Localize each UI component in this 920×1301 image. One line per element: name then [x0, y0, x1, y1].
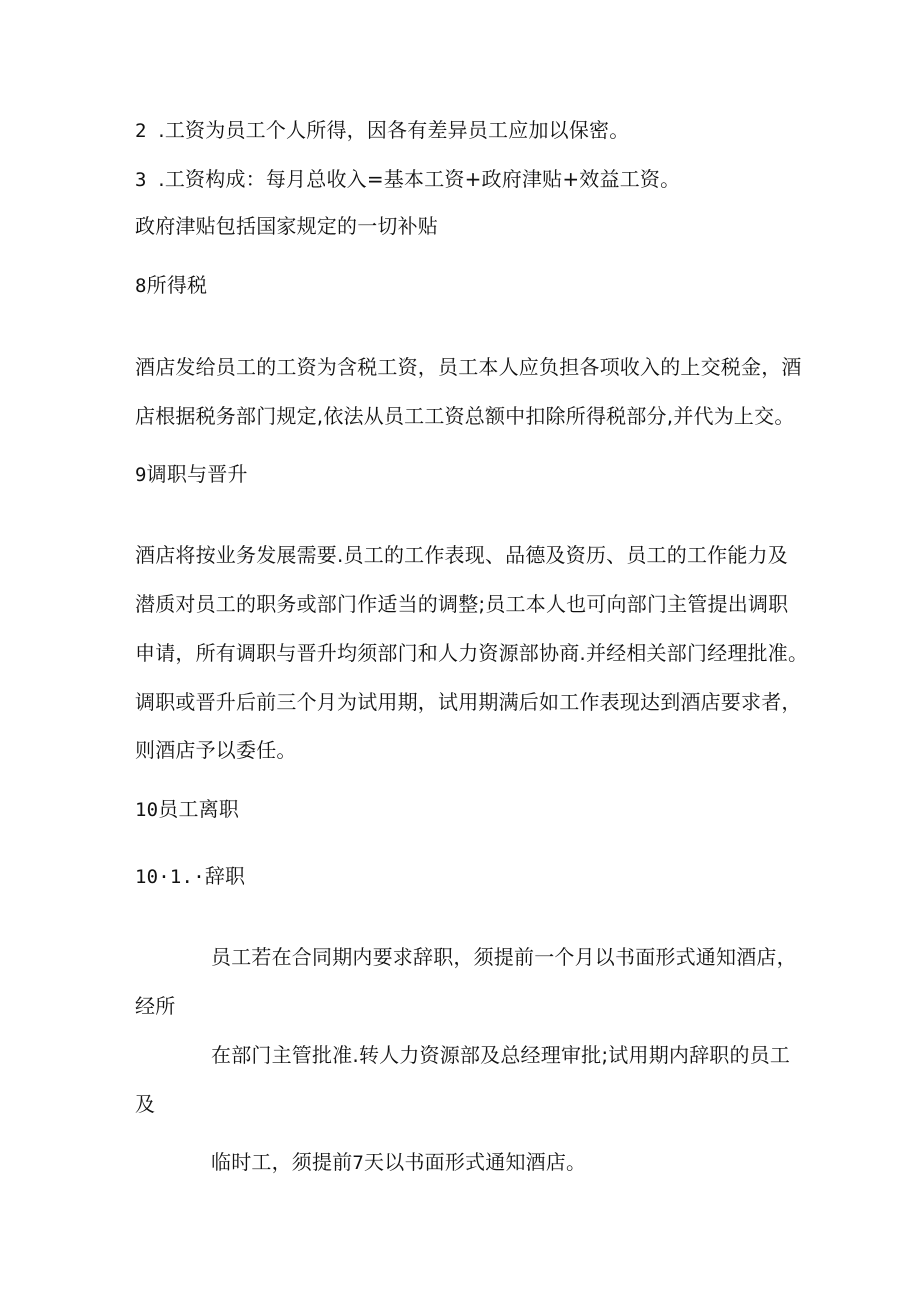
- section-9-title: 调职与晋升: [146, 462, 248, 486]
- section-10-1-body-line: 经所: [135, 994, 176, 1018]
- section-10-heading: [135, 795, 239, 824]
- section-9-body-line: 潜质对员工的职务或部门作适当的调整;员工本人也可向部门主管提出调职: [135, 592, 789, 616]
- item-3-text: .工资构成：每月总收入=基本工资+政府津贴+效益工资。: [158, 167, 681, 191]
- section-10-1-title: 辞职: [204, 864, 246, 888]
- section-8-title: 所得税: [146, 273, 208, 297]
- section-9-body-line: 申请，所有调职与晋升均须部门和人力资源部协商.并经相关部门经理批准。: [135, 641, 809, 665]
- item-3-number: 3: [135, 169, 159, 191]
- section-9-body-line: 则酒店予以委任。: [135, 738, 297, 762]
- section-8-body-line: 店根据税务部门规定,依法从员工工资总额中扣除所得税部分,并代为上交。: [135, 404, 795, 428]
- section-8-number: 8: [135, 275, 147, 297]
- section-8-heading: [135, 271, 207, 300]
- item-2-text: .工资为员工个人所得，因各有差异员工应加以保密。: [158, 118, 630, 142]
- section-9-body-line: 酒店将按业务发展需要.员工的工作表现、品德及资历、员工的工作能力及: [135, 543, 788, 567]
- item-2-number: 2: [135, 120, 159, 142]
- section-10-number: 10: [135, 799, 159, 821]
- section-10-1-body-line: [211, 1148, 586, 1177]
- allowance-note: 政府津贴包括国家规定的一切补贴: [135, 214, 438, 238]
- section-9-number: 9: [135, 464, 147, 486]
- section-10-1-body-line: 及: [135, 1092, 156, 1116]
- section-9-heading: [135, 460, 248, 489]
- section-9-body-line: 调职或晋升后前三个月为试用期，试用期满后如工作表现达到酒店要求者，: [135, 690, 802, 714]
- notice-days-number: 7: [352, 1152, 365, 1174]
- section-10-1-body-line: 员工若在合同期内要求辞职，须提前一个月以书面形式通知酒店，: [211, 945, 797, 969]
- section-8-body-line: 酒店发给员工的工资为含税工资，员工本人应负担各项收入的上交税金，酒: [135, 355, 802, 379]
- section-10-1-number: 10·1.·: [135, 866, 205, 888]
- section-10-1-heading: [135, 862, 245, 891]
- notice-text-start: 临时工，须提前: [211, 1150, 353, 1174]
- notice-text-end: 天以书面形式通知酒店。: [364, 1150, 587, 1174]
- item-3: [135, 165, 680, 194]
- section-10-1-body-line: 在部门主管批准.转人力资源部及总经理审批;试用期内辞职的员工: [211, 1043, 791, 1067]
- section-10-title: 员工离职: [158, 797, 240, 821]
- item-2: [135, 116, 629, 145]
